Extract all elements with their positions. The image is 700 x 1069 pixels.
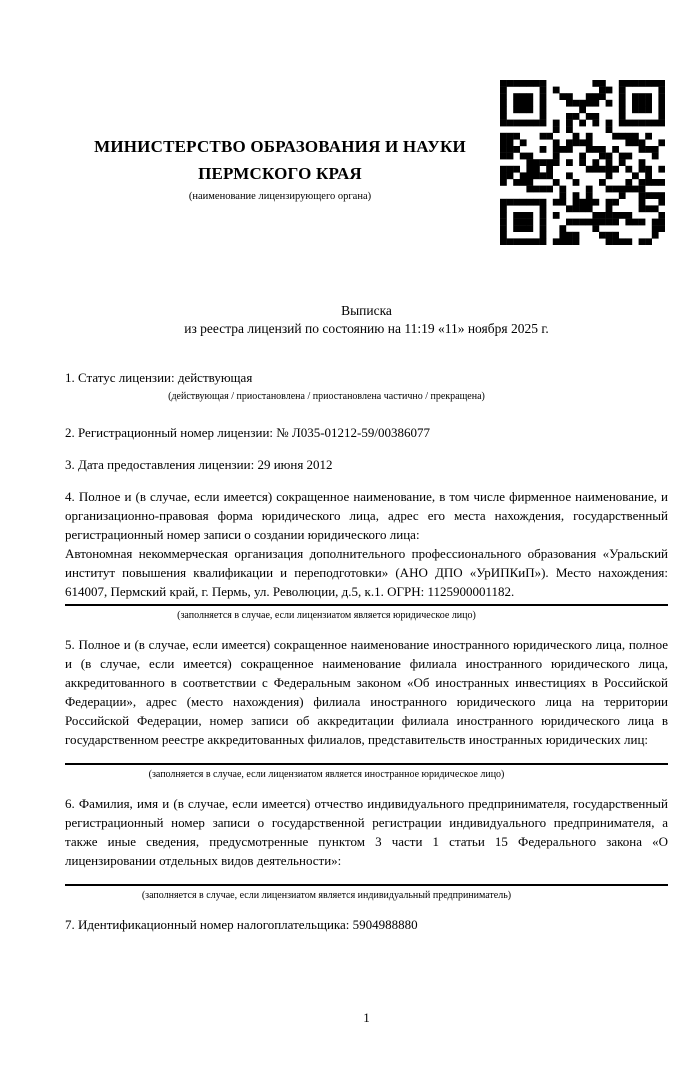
document-title: [65, 302, 668, 338]
item-5-question: 5. Полное и (в случае, если имеется) сокращенное наименование иностранного юридического лица, полное и (в случае, если имеется) сокращенное наименование филиала иностранного юридического лица, аккредитованного в соответствии с Федеральным законом «Об иностранных инвестициях в Российской Федерации», адрес (место нахождения) филиала иностранного юридического лица на территории Российской Федерации, номер записи об аккредитации филиала иностранного юридического лица в государственном реестре аккредитованных филиалов, представительств иностранных юридических лиц:: [65, 637, 668, 747]
document-title-line2: из реестра лицензий по состоянию на 11:19 «11» ноября 2025 г.: [184, 321, 549, 336]
ministry-name-line1: МИНИСТЕРСТВО ОБРАЗОВАНИЯ И НАУКИ: [94, 137, 466, 156]
document-title-line1: Выписка: [341, 303, 392, 318]
document-header: [65, 80, 665, 245]
license-extract-page: [0, 80, 700, 1069]
item-4-answer: Автономная некоммерческая организация дополнительного профессионального образования «Уральский институт повышения квалификации и переподготовки» (АНО ДПО «УрИПКиП»). Место нахождения: 614007, Пермский край, г. Пермь, ул. Революции, д.5, к.1. ОГРН: 1125900001182.: [65, 546, 668, 599]
item-5-answer: [65, 749, 668, 760]
fill-line-item-5: [65, 763, 668, 765]
item-3-license-date: 3. Дата предоставления лицензии: 29 июня 2012: [65, 457, 333, 472]
licensing-authority-note: (наименование лицензирующего органа): [188, 191, 372, 202]
qr-code-icon: [500, 80, 665, 245]
item-6-question: 6. Фамилия, имя и (в случае, если имеется) отчество индивидуального предпринимателя, государственный регистрационный номер записи о государственной регистрации индивидуального предпринимателя, а также иные сведения, предусмотренные пунктом 3 части 1 статьи 15 Федерального закона «О лицензировании отдельных видов деятельности»:: [65, 796, 668, 868]
fill-line-item-4: [65, 604, 668, 606]
item-4-question: 4. Полное и (в случае, если имеется) сокращенное наименование, в том числе фирменное наименование, и организационно-правовая форма юридического лица, адрес его места нахождения, государственный регистрационный номер записи о создании юридического лица:: [65, 489, 668, 542]
item-2-registration-number: 2. Регистрационный номер лицензии: № Л035-01212-59/00386077: [65, 425, 431, 440]
item-4-note: (заполняется в случае, если лицензиатом является юридическое лицо): [177, 610, 476, 621]
page-number: 1: [363, 1010, 370, 1025]
item-6-answer: [65, 870, 668, 881]
item-5-note: (заполняется в случае, если лицензиатом является иностранное юридическое лицо): [148, 769, 505, 780]
ministry-name-line2: ПЕРМСКОГО КРАЯ: [198, 164, 362, 183]
licensing-authority-block: [65, 80, 495, 202]
document-body: [65, 368, 668, 934]
item-1-license-status: 1. Статус лицензии: действующая: [65, 370, 253, 385]
item-6-note: (заполняется в случае, если лицензиатом является индивидуальный предприниматель): [141, 890, 512, 901]
item-1-note: (действующая / приостановлена / приостановлена частично / прекращена): [168, 391, 485, 402]
fill-line-item-6: [65, 884, 668, 886]
item-7-taxpayer-number: 7. Идентификационный номер налогоплательщика: 5904988880: [65, 917, 418, 932]
